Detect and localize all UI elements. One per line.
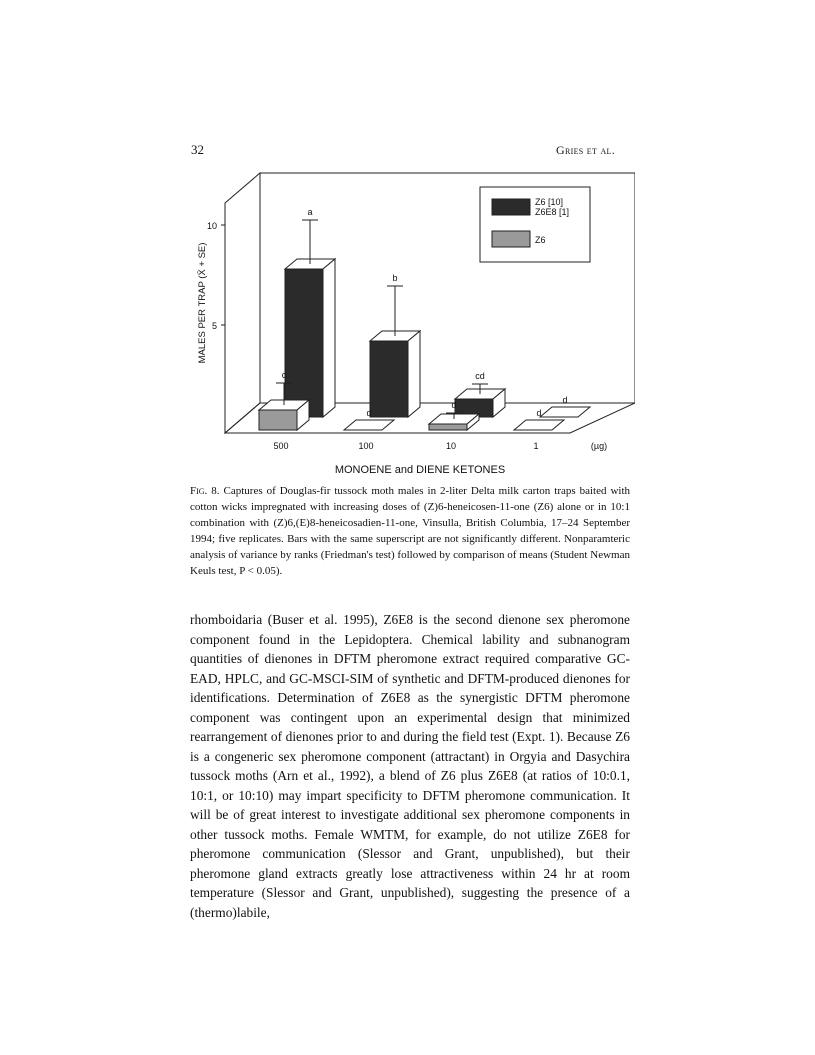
sig-letter-s1-3: d <box>536 408 542 418</box>
bar-zero-s1-3 <box>514 420 564 430</box>
legend-label-blend-line1: Z6 [10] <box>535 197 564 207</box>
bar-s1-2 <box>429 424 467 430</box>
sig-letter-s0-1: b <box>392 273 398 283</box>
sig-letter-s0-3: d <box>562 395 568 405</box>
y-tick-label: 5 <box>211 321 217 331</box>
left-wall <box>225 173 260 433</box>
sig-letter-s0-2: cd <box>475 371 485 381</box>
figure-caption <box>190 483 630 579</box>
x-tick-label: 10 <box>445 441 457 451</box>
x-axis-label: MONOENE and DIENE KETONES <box>334 464 506 476</box>
bar-zero-s1-1 <box>344 420 394 430</box>
sig-letter-s1-2: d <box>451 400 457 410</box>
bar-side-s0-0 <box>323 259 335 417</box>
bar-s1-0 <box>259 410 297 430</box>
y-tick-label: 10 <box>206 221 217 231</box>
sig-letter-s1-1: d <box>366 408 372 418</box>
bar-zero-s0-3 <box>540 407 590 417</box>
legend-label-blend-line2: Z6E8 [1] <box>535 207 570 217</box>
bar-chart-3d <box>185 165 635 485</box>
figure-label: Fig. 8. <box>190 485 220 497</box>
sig-letter-s0-0: a <box>307 207 313 217</box>
caption-text: Captures of Douglas-fir tussock moth males in 2-liter Delta milk carton traps baited with cotton wicks impregnated with increasing doses of (Z)6-heneicosen-11-one (Z6) alone or in 10:1 combination with (Z)6,(E)8-heneicosadien-11-one, Vinsulla, British Columbia, 17–24 September 1994; five replicates. Bars with the same superscript are not significantly different. Nonparamteric analysis of variance by ranks (Friedman's test) followed by comparison of means (Student Newman Keuls test, P < 0.05). <box>190 485 631 577</box>
legend-swatch-dark <box>492 199 530 215</box>
bar-s0-0 <box>285 269 323 417</box>
running-head: Gries et al. <box>556 143 616 157</box>
bar-s0-1 <box>370 341 408 417</box>
figure-8 <box>185 165 635 485</box>
legend-label-z6: Z6 <box>535 235 546 245</box>
bar-side-s0-1 <box>408 331 420 417</box>
x-tick-label: 1 <box>533 441 539 451</box>
sig-letter-s1-0: c <box>281 370 287 380</box>
legend-swatch-grey <box>492 231 530 247</box>
x-unit-label: (µg) <box>590 441 608 451</box>
y-axis-label: MALES PER TRAP (X̄ + SE) <box>197 242 208 364</box>
x-tick-label: 100 <box>358 441 374 451</box>
x-tick-label: 500 <box>273 441 289 451</box>
body-text <box>190 610 630 922</box>
body-paragraph: rhomboidaria (Buser et al. 1995), Z6E8 is the second dienone sex pheromone component found in the Lepidoptera. Chemical lability and subnanogram quantities of dienones in DFTM pheromone extract required comparative GC-EAD, HPLC, and GC-MSCI-SIM of synthetic and DFTM-produced dienones for identifications. Determination of Z6E8 as the synergistic DFTM pheromone component was contingent upon an experimental design that minimized rearrangement of dienones prior to and during the field test (Expt. 1). Because Z6 is a congeneric sex pheromone component (attractant) in Orgyia and Dasychira tussock moths (Arn et al., 1992), a blend of Z6 plus Z6E8 (at ratios of 10:0.1, 10:1, or 10:10) may impart specificity to DFTM pheromone communication. It will be of great interest to investigate additional sex pheromone components in other tussock moths. Female WMTM, for example, do not utilize Z6E8 for pheromone communication (Slessor and Grant, unpublished), but their pheromone gland extracts greatly lose attractiveness within 24 hr at room temperature (Slessor and Grant, unpublished), suggesting the presence of a (thermo)labile, <box>190 612 630 920</box>
page-number: 32 <box>191 142 204 157</box>
